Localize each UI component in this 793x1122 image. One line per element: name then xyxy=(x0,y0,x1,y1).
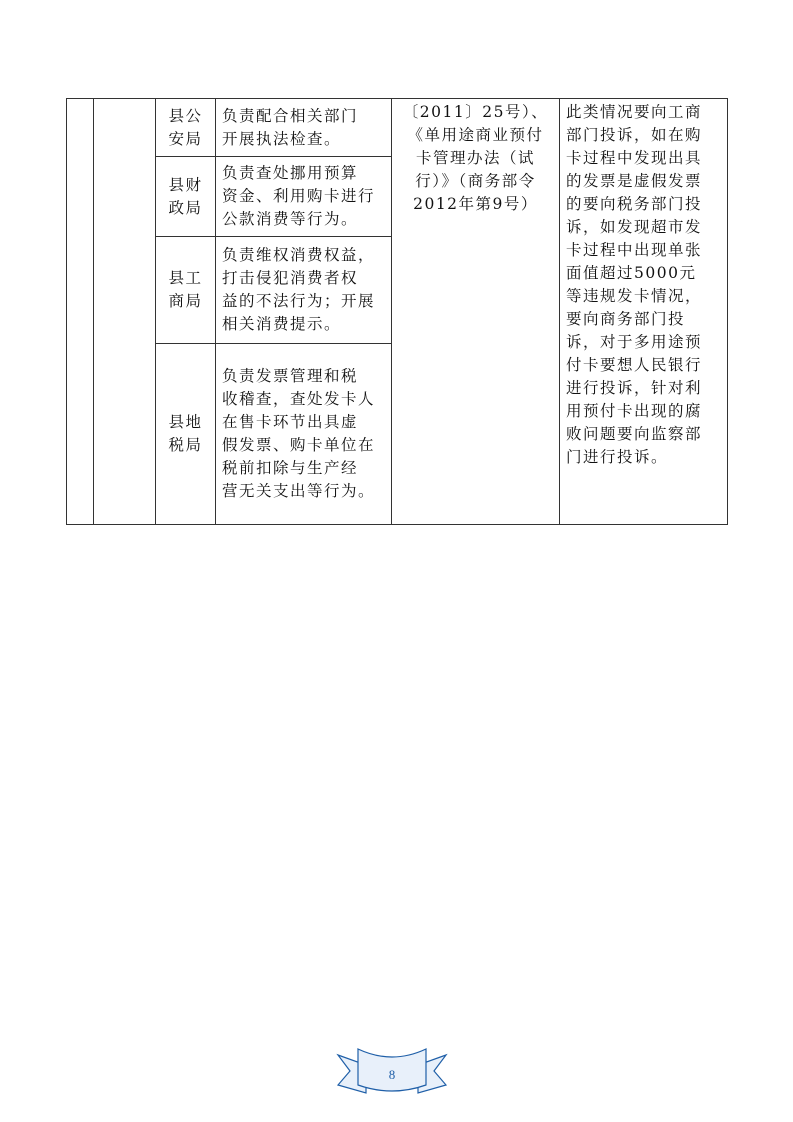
dept-cell-industry-commerce: 县工 商局 xyxy=(156,237,216,344)
duty-cell-public-security: 负责配合相关部门 开展执法检查。 xyxy=(216,99,392,157)
legal-basis-cell: 〔2011〕25号）、 《单用途商业预付 卡管理办法（试 行）》（商务部令 2012年第9号） xyxy=(392,99,560,525)
complaint-table xyxy=(66,98,728,525)
blank-column-2 xyxy=(94,99,156,525)
dept-cell-local-tax: 县地 税局 xyxy=(156,344,216,525)
duty-cell-industry-commerce: 负责维权消费权益， 打击侵犯消费者权 益的不法行为；开展 相关消费提示。 xyxy=(216,237,392,344)
blank-column-1 xyxy=(67,99,94,525)
page-footer xyxy=(336,1045,448,1099)
complaint-channel-cell: 此类情况要向工商 部门投诉，如在购 卡过程中发现出具 的发票是虚假发票 的要向税务部门投 诉，如发现超市发 卡过程中出现单张 面值超过5000元 等违规发卡情况， 要向商务部门投 诉，对于多用途预 付卡要想人民银行 进行投诉，针对利 用预付卡出现的腐 败问题要向监察部 门进行投诉。 xyxy=(560,99,728,525)
page-number: 8 xyxy=(388,1067,396,1082)
duty-cell-local-tax: 负责发票管理和税 收稽查，查处发卡人 在售卡环节出具虚 假发票、购卡单位在 税前扣除与生产经 营无关支出等行为。 xyxy=(216,344,392,525)
dept-cell-public-security: 县公 安局 xyxy=(156,99,216,157)
dept-cell-finance: 县财 政局 xyxy=(156,157,216,237)
duty-cell-finance: 负责查处挪用预算 资金、利用购卡进行 公款消费等行为。 xyxy=(216,157,392,237)
